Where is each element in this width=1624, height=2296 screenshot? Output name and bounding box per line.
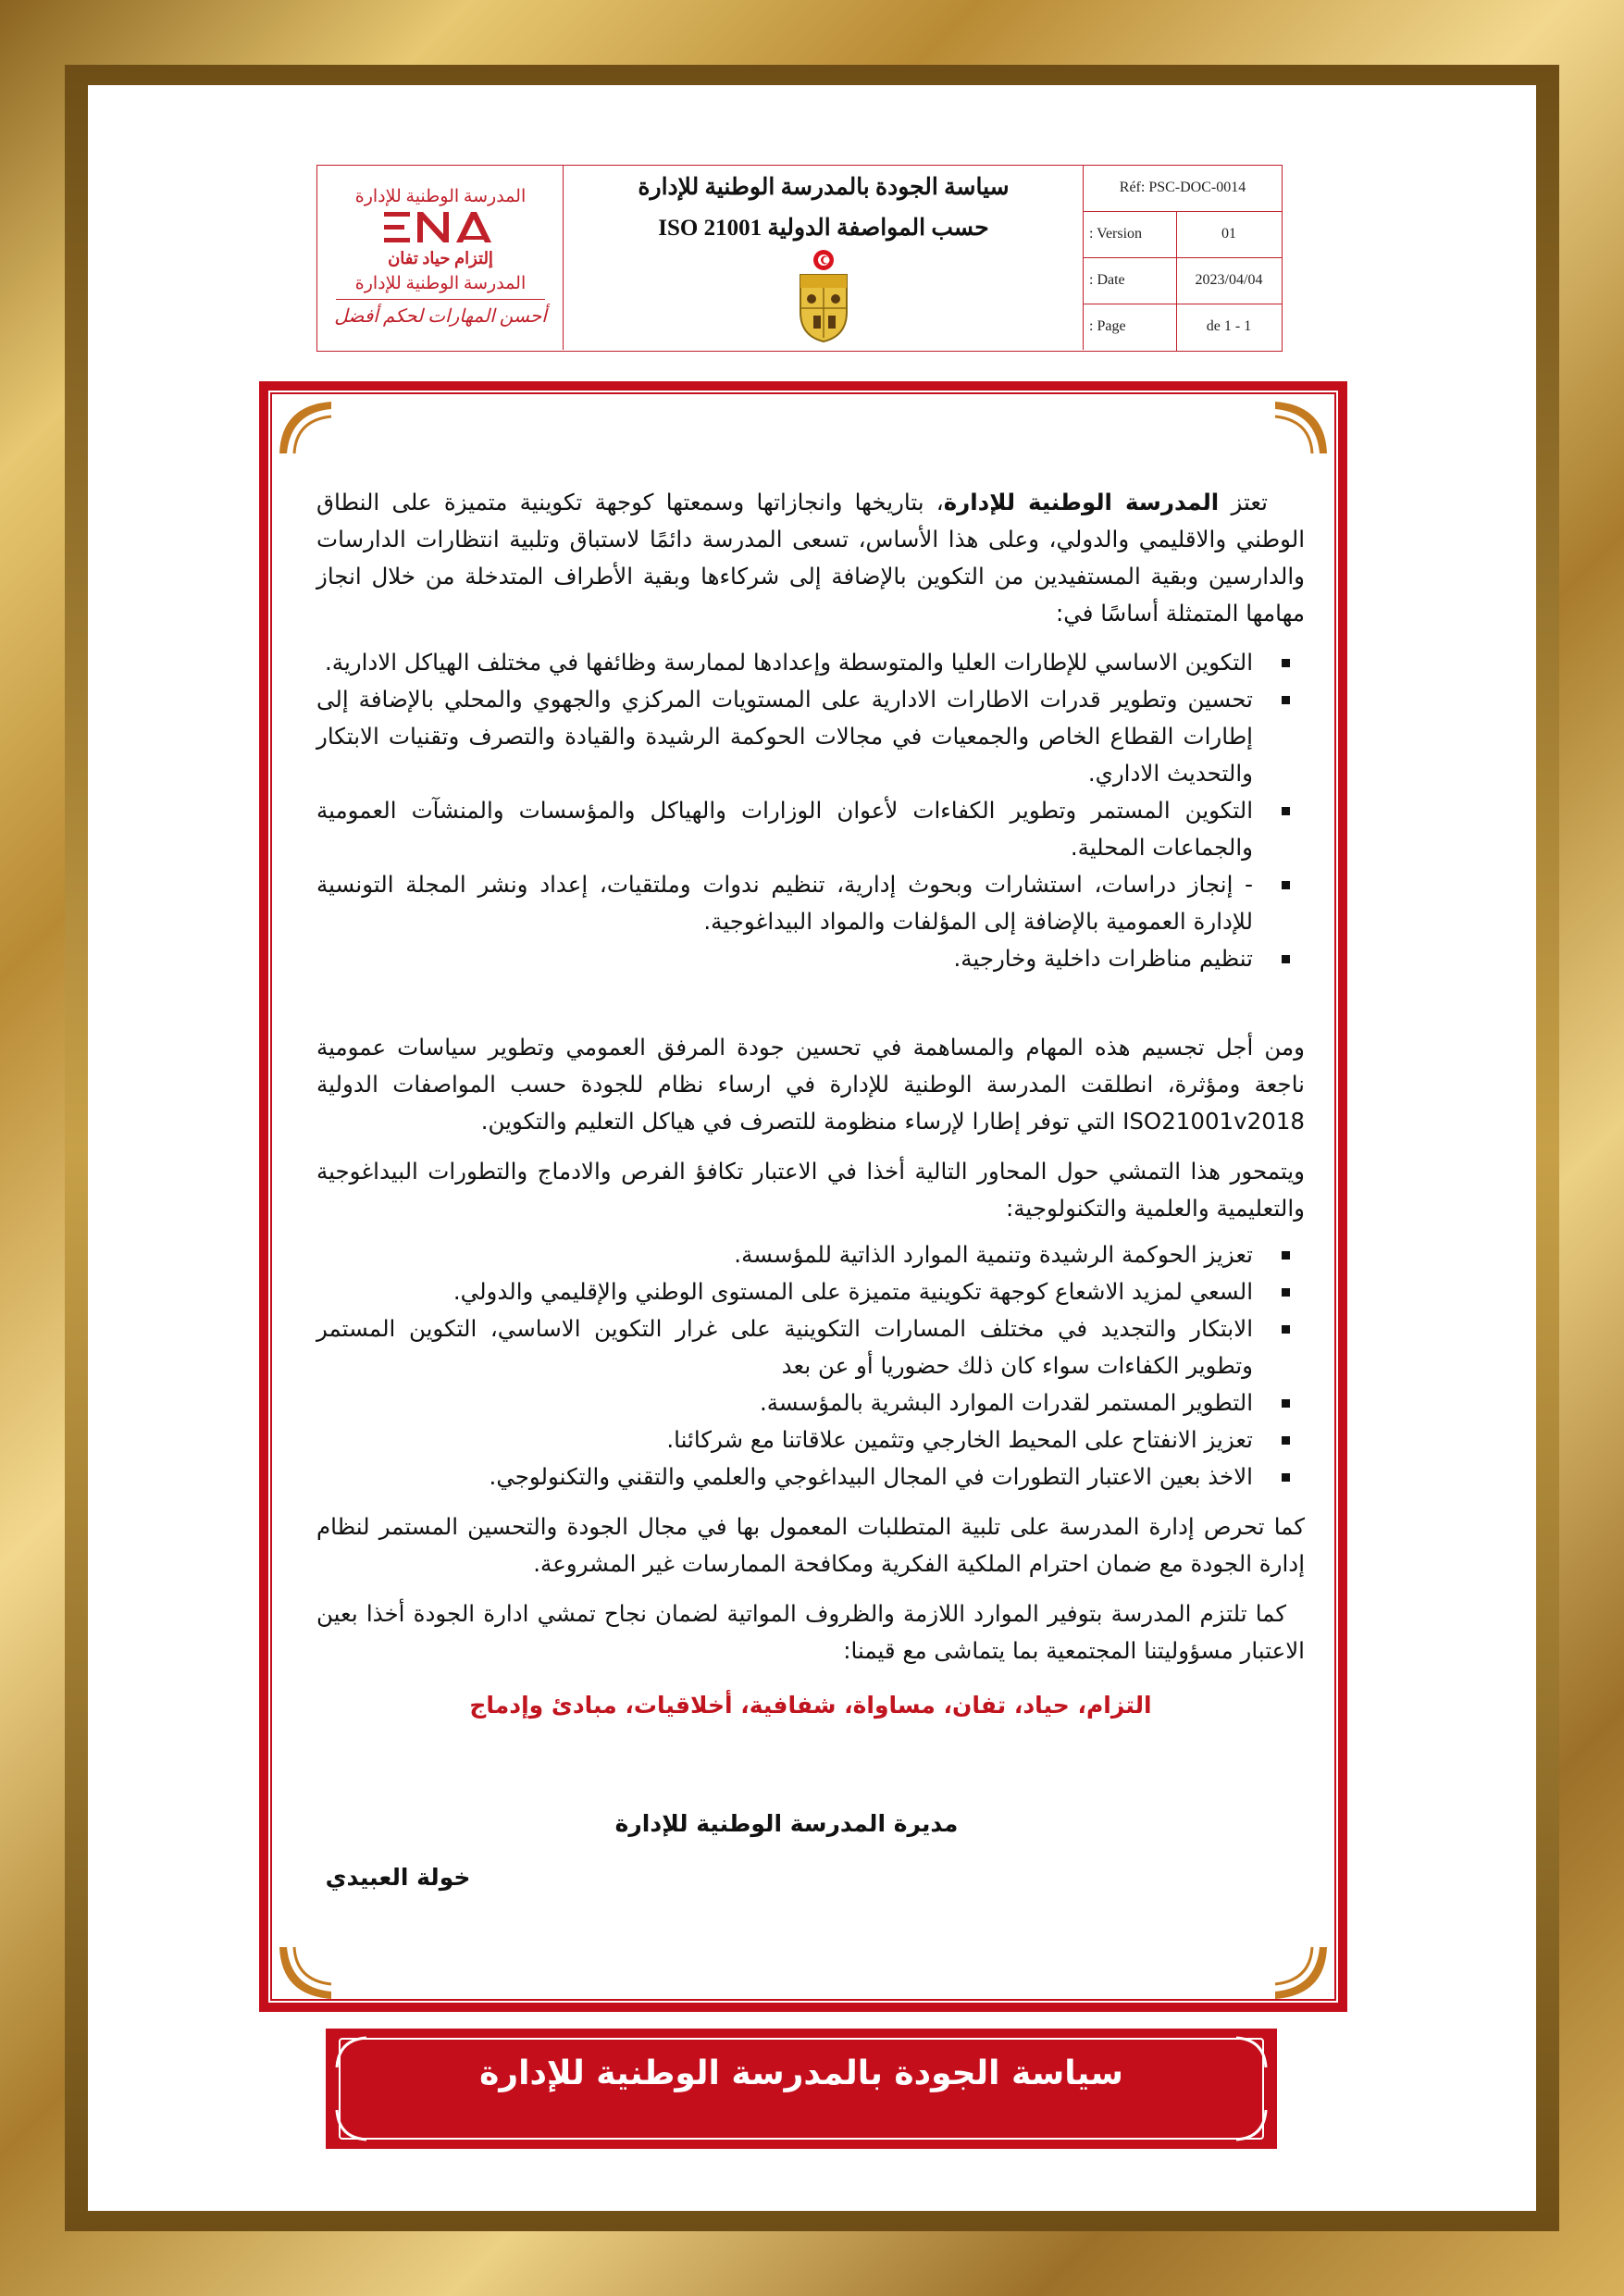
header-title-line1: سياسة الجودة بالمدرسة الوطنية للإدارة (638, 175, 1010, 200)
list-item: التطوير المستمر لقدرات الموارد البشرية بالمؤسسة. (316, 1384, 1305, 1421)
date-separator (1176, 258, 1177, 304)
intro-school-name: المدرسة الوطنية للإدارة (943, 489, 1220, 515)
date-row (1084, 258, 1282, 304)
version-separator (1176, 212, 1177, 258)
bullet-icon (1282, 955, 1290, 963)
list-item: الاخذ بعين الاعتبار التطورات في المجال البيداغوجي والعلمي والتقني والتكنولوجي. (316, 1458, 1305, 1496)
page-label: : Page (1089, 318, 1126, 334)
list-item: التكوين المستمر وتطوير الكفاءات لأعوان الوزارات والهياكل والمؤسسات والمنشآت العمومية والجماعات المحلية. (316, 792, 1305, 866)
intro-paragraph (316, 484, 1305, 632)
bullet-icon (1282, 696, 1290, 704)
values-line: التزام، حياد، تفان، مساواة، شفافية، أخلاقيات، مبادئ وإدماج (469, 1692, 1152, 1719)
ref-code: Réf: PSC-DOC-0014 (1119, 180, 1246, 195)
paragraph-requirements: كما تحرص إدارة المدرسة على تلبية المتطلبات المعمول بها في مجال الجودة والتحسين المستمر لنظام إدارة الجودة مع ضمان احترام الملكية الفكرية ومكافحة الممارسات غير المشروعة. (316, 1513, 1305, 1577)
list-item: - إنجاز دراسات، استشارات وبحوث إدارية، تنظيم ندوات وملتقيات، إعداد ونشر المجلة التونسية للإدارة العمومية بالإضافة إلى المؤلفات والمواد البيداغوجية. (316, 866, 1305, 940)
logo-name: المدرسة الوطنية للإدارة (354, 274, 527, 293)
signature-name: خولة العبيدي (325, 1864, 471, 1891)
header-title-line2: حسب المواصفة الدولية ISO 21001 (658, 216, 989, 241)
reference-cell (1084, 166, 1282, 350)
intro-text: ، بتاريخها وانجازاتها وسمعتها كوجهة تكوينية متميزة على النطاق الوطني والاقليمي والدولي، وعلى هذا الأساس، تسعى المدرسة دائمًا لاستباق وتلبية انتظارات الدارسات والدارسين وبقية المستفيدين من التكوين بالإضافة إلى شركاءها وبقية الأطراف المتدخلة من خلال انجاز مهامها المتمثلة أساسًا في: (316, 489, 1305, 627)
list-item: السعي لمزيد الاشعاع كوجهة تكوينية متميزة على المستوى الوطني والإقليمي والدولي. (316, 1273, 1305, 1310)
list-item: تعزيز الانفتاح على المحيط الخارجي وتثمين علاقاتنا مع شركائنا. (316, 1421, 1305, 1458)
bullet-icon (1282, 659, 1290, 667)
title-cell (564, 166, 1084, 350)
axes-list (316, 1236, 1305, 1496)
version-row (1084, 212, 1282, 258)
page-row (1084, 304, 1282, 350)
bullet-icon (1282, 1288, 1290, 1297)
paragraph-quality-system: ومن أجل تجسيم هذه المهام والمساهمة في تحسين جودة المرفق العمومي وتطوير سياسات عمومية ناجعة ومؤثرة، انطلقت المدرسة الوطنية للإدارة في ارساء نظام للجودة حسب المواصفات الدولية ISO21001v2018 التي توفر إطارا لإرساء منظومة للتصرف في هياكل التعليم والتكوين. (316, 1034, 1305, 1135)
version-value: 01 (1221, 226, 1236, 242)
bottom-banner (326, 2029, 1277, 2149)
corner-ornament-icon (1273, 1945, 1329, 2001)
banner-corner-icon (1233, 2106, 1270, 2143)
bullet-icon (1282, 881, 1290, 889)
missions-list (316, 644, 1305, 977)
corner-ornament-icon (278, 400, 333, 455)
logo-cell (317, 166, 564, 350)
version-label: : Version (1089, 226, 1143, 242)
list-item: تحسين وتطوير قدرات الاطارات الادارية على المستويات المركزي والجهوي والمحلي بالإضافة إلى إطارات القطاع الخاص والجمعيات في مجالات الحوكمة الرشيدة والقيادة والتصرف وتقنيات الابتكار والتحديث الاداري. (316, 681, 1305, 792)
intro-lead-word: تعتز (1231, 489, 1268, 515)
ena-logo (317, 208, 564, 252)
ref-row (1084, 166, 1282, 212)
list-item: الابتكار والتجديد في مختلف المسارات التكوينية على غرار التكوين الاساسي، التكوين المستمر وتطوير الكفاءات سواء كان ذلك حضوريا أو عن بعد (316, 1310, 1305, 1384)
paragraph-axes-intro: ويتمحور هذا التمشي حول المحاور التالية أخذا في الاعتبار تكافؤ الفرص والادماج والتطورات البيداغوجية والتعليمية والعلمية والتكنولوجية: (316, 1158, 1305, 1222)
logo-top-text: المدرسة الوطنية للإدارة (354, 187, 527, 206)
corner-ornament-icon (1273, 400, 1329, 455)
document-header (316, 165, 1283, 352)
page-separator (1176, 304, 1177, 351)
list-item: التكوين الاساسي للإطارات العليا والمتوسطة وإعدادها لممارسة وظائفها في مختلف الهياكل الادارية. (316, 644, 1305, 681)
corner-ornament-icon (278, 1945, 333, 2001)
paragraph-resources: كما تلتزم المدرسة بتوفير الموارد اللازمة والظروف المواتية لضمان نجاح تمشي ادارة الجودة أخذا بعين الاعتبار مسؤوليتنا المجتمعية بما يتماشى مع قيمنا: (316, 1600, 1305, 1664)
ena-logo-icon (371, 208, 510, 247)
banner-title: سياسة الجودة بالمدرسة الوطنية للإدارة (479, 2054, 1123, 2092)
bullet-icon (1282, 1473, 1290, 1482)
date-value: 2023/04/04 (1195, 272, 1263, 288)
list-item: تعزيز الحوكمة الرشيدة وتنمية الموارد الذاتية للمؤسسة. (316, 1236, 1305, 1273)
tunisia-coat-of-arms-icon (793, 247, 854, 348)
logo-divider (336, 299, 545, 300)
banner-corner-icon (333, 2106, 370, 2143)
date-label: : Date (1089, 272, 1125, 288)
bullet-icon (1282, 1251, 1290, 1260)
logo-motto: إلتزام حياد تفان (388, 249, 493, 267)
bullet-icon (1282, 1399, 1290, 1408)
signature-role: مديرة المدرسة الوطنية للإدارة (614, 1810, 959, 1837)
logo-slogan: أحسن المهارات لحكم أفضل (334, 306, 547, 327)
list-item: تنظيم مناظرات داخلية وخارجية. (316, 940, 1305, 977)
bullet-icon (1282, 807, 1290, 815)
page-value: de 1 - 1 (1206, 318, 1252, 334)
bullet-icon (1282, 1436, 1290, 1445)
bullet-icon (1282, 1325, 1290, 1334)
